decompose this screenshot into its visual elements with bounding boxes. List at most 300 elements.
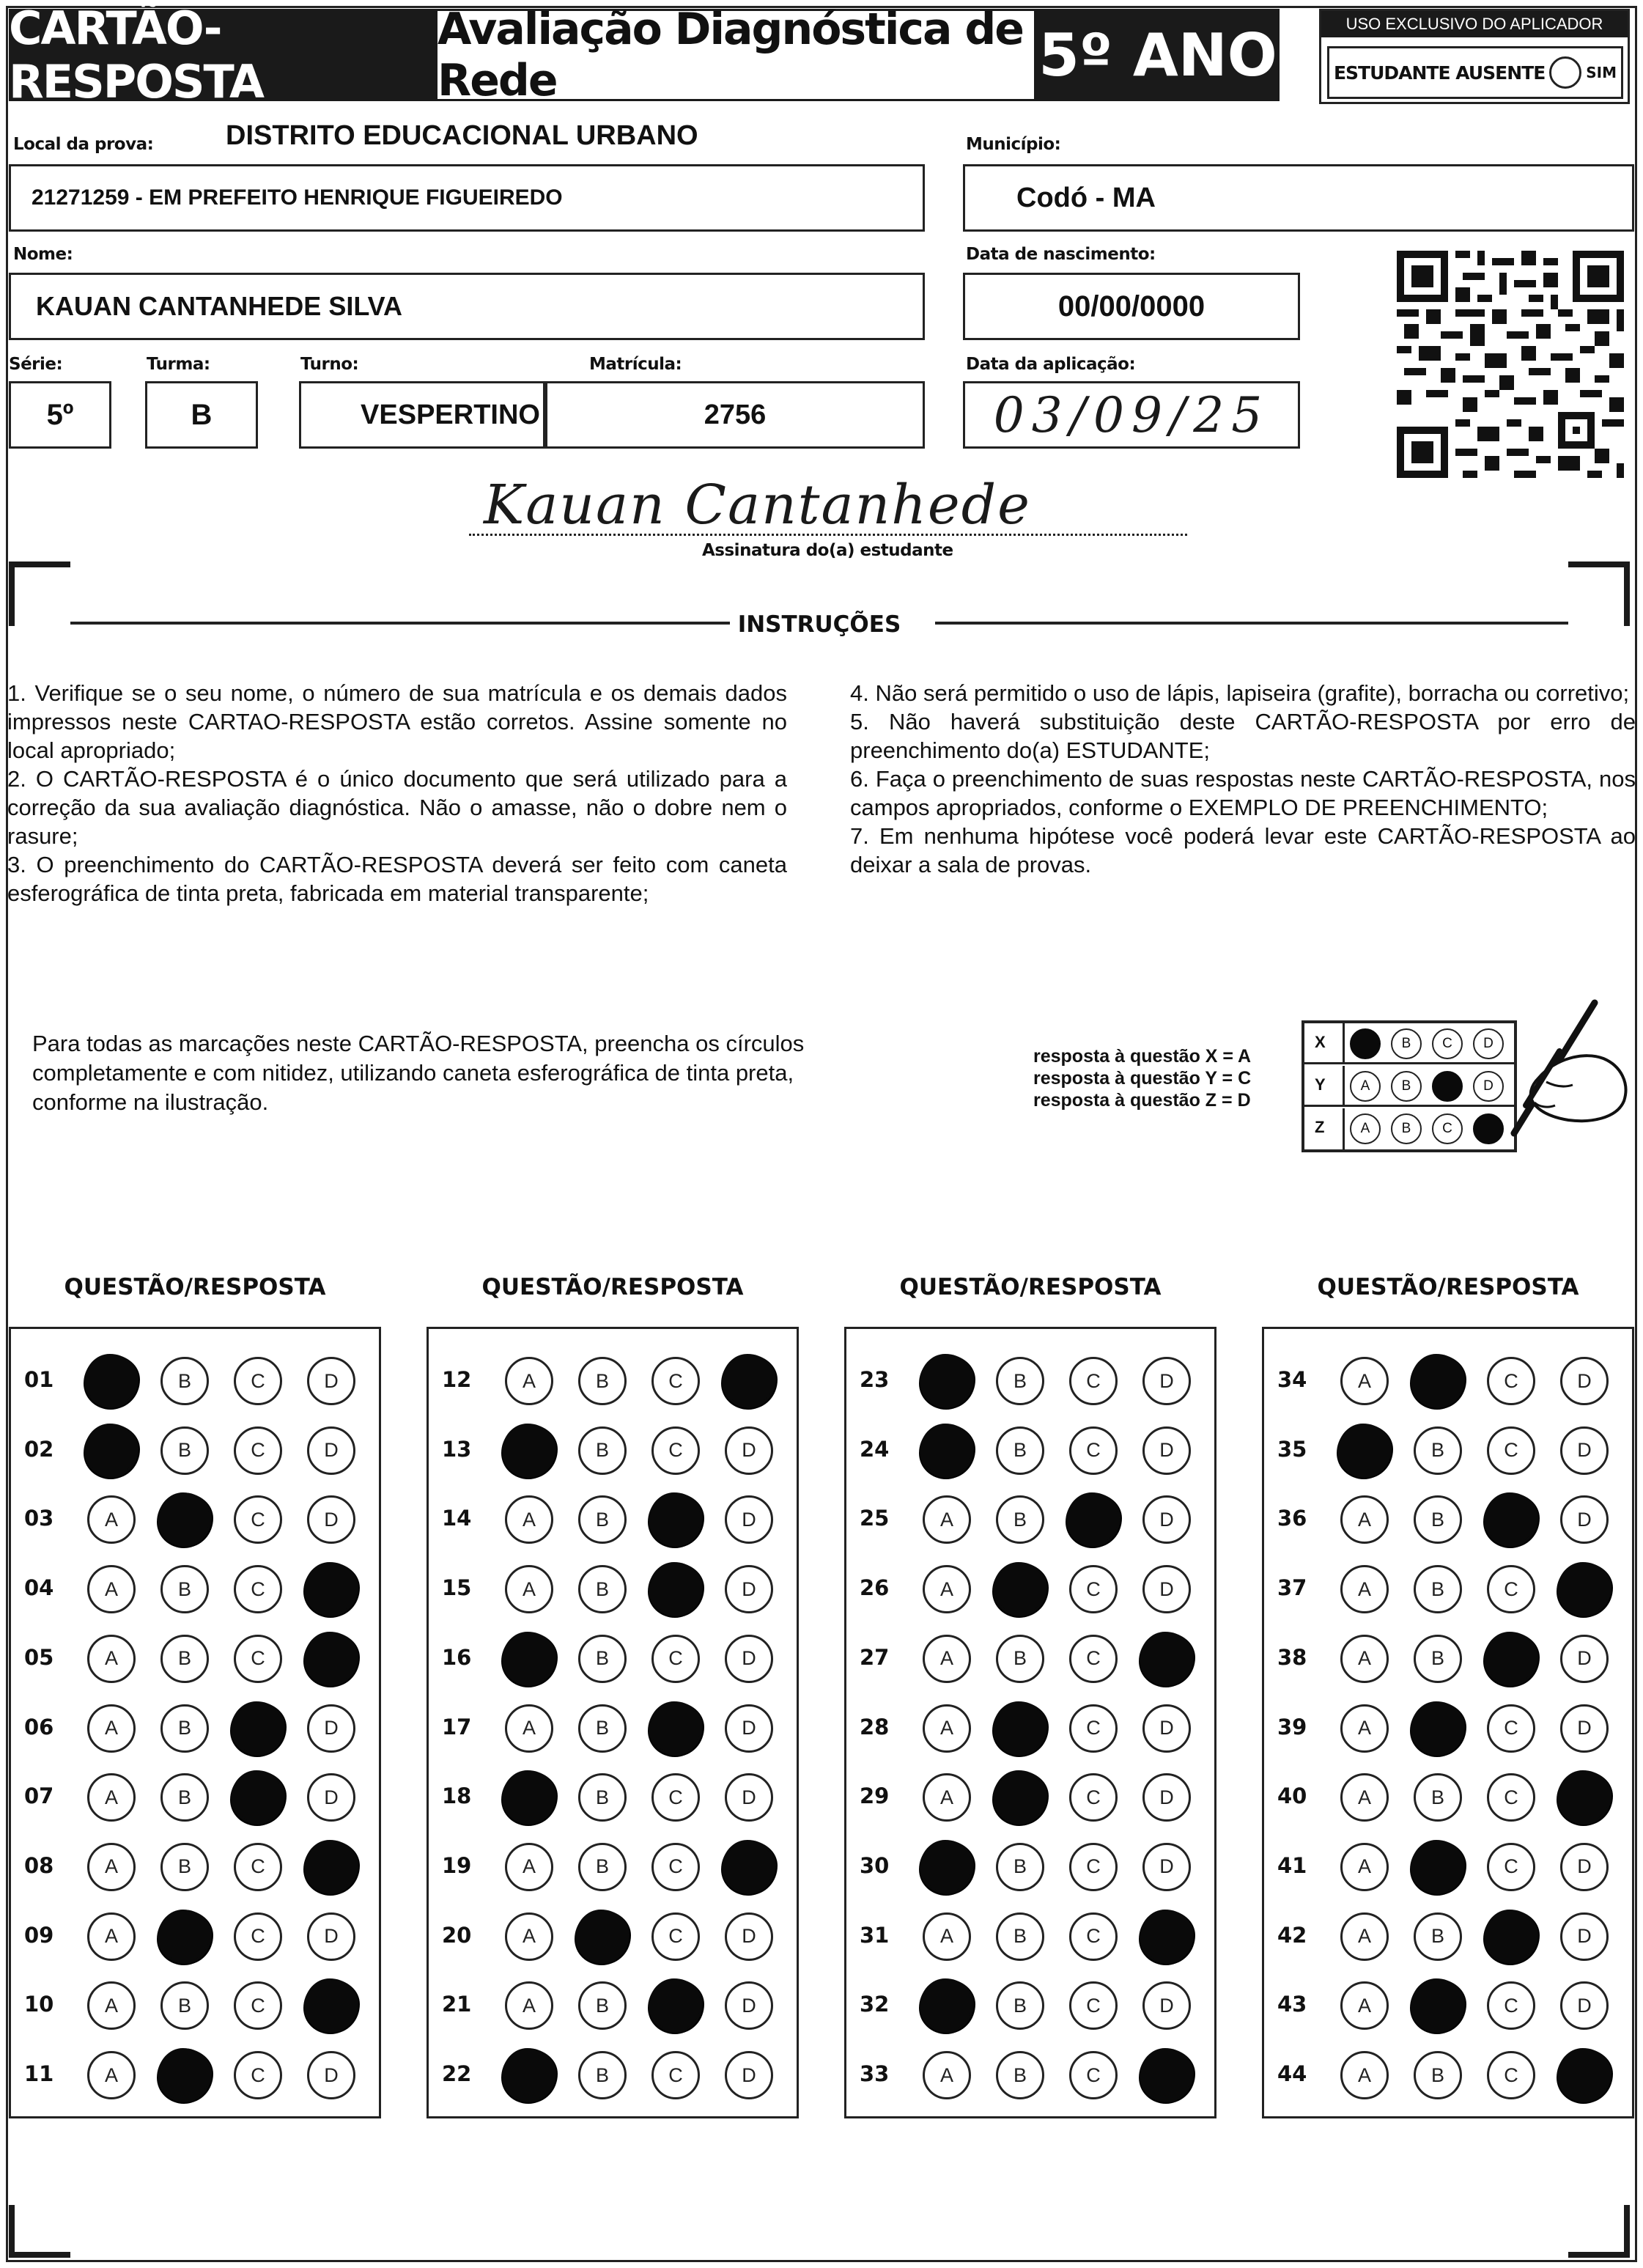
answer-bubble-a[interactable]: A: [87, 1704, 136, 1753]
answer-bubble-c[interactable]: C: [1069, 1912, 1118, 1961]
applicator-box: [1319, 9, 1630, 104]
question-number: 39: [1277, 1714, 1307, 1739]
answer-bubble-b[interactable]: B: [160, 1635, 209, 1683]
answer-bubble-b[interactable]: B: [578, 1426, 627, 1475]
answer-bubble-b[interactable]: [1411, 1701, 1465, 1756]
answer-bubble-c[interactable]: C: [651, 1426, 700, 1475]
answer-bubble-a[interactable]: A: [505, 1843, 553, 1891]
question-row: [1264, 1629, 1632, 1687]
answer-bubble-c[interactable]: C: [234, 1912, 282, 1961]
district-name: DISTRITO EDUCACIONAL URBANO: [226, 120, 698, 151]
instruction-5: 5. Não haverá substituição deste CARTÃO-RESPOSTA por erro de preenchimento do(a) ESTUDANTE;: [850, 709, 1636, 763]
answer-bubble-d[interactable]: D: [725, 1704, 773, 1753]
answer-bubble-c[interactable]: [649, 1562, 703, 1616]
question-number: 32: [860, 1992, 890, 2017]
column-header: QUESTÃO/RESPOSTA: [1317, 1274, 1579, 1300]
answer-bubble-d[interactable]: D: [307, 1357, 355, 1405]
answer-bubble-a[interactable]: [502, 1424, 556, 1478]
answer-bubble-a[interactable]: A: [87, 1843, 136, 1891]
question-number: 31: [860, 1922, 890, 1948]
answer-bubble-a[interactable]: A: [1340, 2051, 1389, 2099]
answer-bubble-a[interactable]: A: [505, 1565, 553, 1613]
question-row: [429, 1976, 797, 2034]
answer-bubble-d[interactable]: D: [725, 1981, 773, 2030]
municipio-value: Codó - MA: [1016, 182, 1156, 213]
answer-bubble-c[interactable]: C: [234, 1565, 282, 1613]
question-row: [429, 1837, 797, 1896]
answer-bubble-a[interactable]: [920, 1354, 974, 1408]
answer-bubble-b[interactable]: B: [160, 1357, 209, 1405]
answer-bubble-b[interactable]: [993, 1701, 1047, 1756]
answer-bubble-c[interactable]: C: [1487, 1981, 1535, 2030]
question-number: 10: [24, 1992, 54, 2017]
answer-bubble-a[interactable]: A: [505, 1357, 553, 1405]
answer-bubble-c[interactable]: C: [234, 1843, 282, 1891]
instruction-1: 1. Verifique se o seu nome, o número de sua matrícula e os demais dados impressos neste CARTAO-RESPOSTA estão corretos. Assine somente no local apropriado;: [7, 680, 787, 763]
column-header: QUESTÃO/RESPOSTA: [481, 1274, 744, 1300]
answer-bubble-c[interactable]: C: [651, 1357, 700, 1405]
answer-bubble-d[interactable]: D: [725, 1773, 773, 1822]
answer-bubble-a[interactable]: A: [1340, 1635, 1389, 1683]
answer-bubble-a[interactable]: A: [1340, 1981, 1389, 2030]
question-row: [846, 1351, 1214, 1410]
answer-bubble-d[interactable]: D: [725, 1495, 773, 1544]
aplicacao-field: [963, 381, 1300, 449]
answer-bubble-c[interactable]: C: [1487, 2051, 1535, 2099]
instructions-rule-left: [70, 622, 730, 625]
answer-bubble-b[interactable]: B: [996, 1981, 1044, 2030]
question-number: 24: [860, 1436, 890, 1462]
assinatura-label: Assinatura do(a) estudante: [702, 541, 953, 560]
answer-bubble-a[interactable]: [920, 1840, 974, 1894]
answer-bubble-c[interactable]: C: [1487, 1357, 1535, 1405]
column-header: QUESTÃO/RESPOSTA: [64, 1274, 326, 1300]
answer-bubble-c[interactable]: C: [234, 1426, 282, 1475]
answer-bubble-b[interactable]: B: [996, 1357, 1044, 1405]
answer-bubble-b[interactable]: B: [1414, 1773, 1462, 1822]
answer-bubble-c[interactable]: [649, 1978, 703, 2033]
question-row: [429, 2045, 797, 2104]
nascimento-label: Data de nascimento:: [966, 245, 1156, 264]
answer-bubble-b[interactable]: B: [996, 1843, 1044, 1891]
question-row: [1264, 1421, 1632, 1479]
answer-bubble-b[interactable]: B: [1414, 2051, 1462, 2099]
absent-checkbox[interactable]: [1549, 56, 1581, 89]
answer-column: [1262, 1327, 1634, 2118]
answer-bubble-a[interactable]: A: [923, 1495, 971, 1544]
answer-bubble-d[interactable]: D: [307, 1912, 355, 1961]
answer-bubble-b[interactable]: [575, 1910, 629, 1964]
answer-bubble-b[interactable]: [993, 1562, 1047, 1616]
question-row: [1264, 1351, 1632, 1410]
answer-bubble-d[interactable]: [1557, 1562, 1611, 1616]
answer-bubble-c[interactable]: C: [234, 2051, 282, 2099]
answer-bubble-c[interactable]: C: [651, 1843, 700, 1891]
answer-bubble-d[interactable]: D: [725, 1426, 773, 1475]
answer-bubble-d[interactable]: D: [1560, 1635, 1609, 1683]
answer-bubble-b[interactable]: [1411, 1354, 1465, 1408]
answer-bubble-d[interactable]: D: [725, 1635, 773, 1683]
answer-bubble-c[interactable]: C: [651, 1912, 700, 1961]
answer-bubble-d[interactable]: D: [1560, 1704, 1609, 1753]
answer-bubble-a[interactable]: A: [505, 1704, 553, 1753]
serie-label: Série:: [9, 355, 63, 374]
example-bubble-c: [1432, 1071, 1463, 1102]
answer-bubble-b[interactable]: B: [578, 2051, 627, 2099]
answer-bubble-c[interactable]: [649, 1492, 703, 1547]
answer-bubble-d[interactable]: D: [307, 2051, 355, 2099]
question-number: 33: [860, 2061, 890, 2086]
example-legend: [1033, 1045, 1251, 1111]
example-row-label: Z: [1315, 1118, 1325, 1136]
question-row: [11, 1490, 379, 1548]
corner-mark-bottom-right: [1568, 2205, 1630, 2258]
example-row-label: X: [1315, 1033, 1326, 1051]
answer-bubble-d[interactable]: D: [1560, 1357, 1609, 1405]
question-number: 20: [442, 1922, 472, 1948]
instruction-7: 7. Em nenhuma hipótese você poderá levar este CARTÃO-RESPOSTA ao deixar a sala de provas.: [850, 823, 1636, 877]
question-number: 17: [442, 1714, 472, 1739]
answer-bubble-c[interactable]: C: [1069, 1843, 1118, 1891]
answer-bubble-c[interactable]: C: [234, 1495, 282, 1544]
matricula-label: Matrícula:: [589, 355, 682, 374]
question-row: [1264, 2045, 1632, 2104]
instructions-left: [7, 679, 787, 907]
answer-bubble-a[interactable]: [502, 2048, 556, 2102]
question-row: [1264, 1559, 1632, 1618]
answer-bubble-c[interactable]: [231, 1770, 285, 1825]
answer-bubble-b[interactable]: B: [160, 1565, 209, 1613]
school-value: 21271259 - EM PREFEITO HENRIQUE FIGUEIREDO: [32, 185, 563, 210]
answer-bubble-a[interactable]: A: [1340, 1357, 1389, 1405]
answer-column: [9, 1327, 381, 2118]
answer-bubble-b[interactable]: B: [1414, 1426, 1462, 1475]
nome-label: Nome:: [13, 245, 73, 264]
serie-value: 5º: [46, 398, 74, 431]
answer-bubble-b[interactable]: B: [578, 1357, 627, 1405]
question-row: [1264, 1490, 1632, 1548]
answer-bubble-d[interactable]: D: [1560, 1426, 1609, 1475]
question-row: [429, 1421, 797, 1479]
answer-bubble-c[interactable]: C: [234, 1635, 282, 1683]
answer-bubble-a[interactable]: A: [923, 1704, 971, 1753]
absent-label: ESTUDANTE AUSENTE: [1333, 62, 1546, 84]
turno-field: [299, 381, 545, 449]
answer-bubble-a[interactable]: A: [87, 1773, 136, 1822]
answer-bubble-d[interactable]: D: [307, 1495, 355, 1544]
answer-bubble-d[interactable]: D: [1560, 1495, 1609, 1544]
answer-bubble-c[interactable]: C: [1069, 2051, 1118, 2099]
answer-bubble-a[interactable]: A: [87, 1912, 136, 1961]
turno-value: VESPERTINO: [361, 399, 540, 430]
question-number: 41: [1277, 1852, 1307, 1878]
answer-bubble-b[interactable]: B: [578, 1704, 627, 1753]
answer-bubble-a[interactable]: A: [1340, 1565, 1389, 1613]
question-row: [429, 1698, 797, 1757]
question-row: [11, 1907, 379, 1965]
corner-mark-bottom-left: [9, 2205, 70, 2258]
answer-bubble-b[interactable]: B: [578, 1495, 627, 1544]
answer-bubble-c[interactable]: C: [1069, 1981, 1118, 2030]
answer-bubble-a[interactable]: A: [87, 1981, 136, 2030]
answer-bubble-c[interactable]: C: [1069, 1704, 1118, 1753]
answer-bubble-c[interactable]: C: [1487, 1843, 1535, 1891]
answer-bubble-b[interactable]: B: [160, 1773, 209, 1822]
instruction-3: 3. O preenchimento do CARTÃO-RESPOSTA deverá ser feito com caneta esferográfica de tinta preta, fabricada em material transparente;: [7, 852, 787, 906]
nascimento-field: [963, 273, 1300, 340]
question-number: 30: [860, 1852, 890, 1878]
question-number: 26: [860, 1575, 890, 1601]
question-number: 38: [1277, 1644, 1307, 1670]
example-row: [1304, 1023, 1514, 1064]
question-row: [1264, 1698, 1632, 1757]
question-row: [11, 1767, 379, 1826]
answer-bubble-b[interactable]: B: [996, 1495, 1044, 1544]
answer-bubble-b[interactable]: B: [578, 1773, 627, 1822]
answer-bubble-c[interactable]: C: [234, 1981, 282, 2030]
answer-bubble-b[interactable]: B: [996, 1635, 1044, 1683]
answer-bubble-c[interactable]: C: [1069, 1773, 1118, 1822]
answer-bubble-c[interactable]: C: [1487, 1773, 1535, 1822]
nome-field: [9, 273, 925, 340]
question-number: 18: [442, 1783, 472, 1809]
answer-bubble-c[interactable]: [1066, 1492, 1120, 1547]
question-row: [11, 1421, 379, 1479]
answer-bubble-a[interactable]: A: [923, 1912, 971, 1961]
question-number: 06: [24, 1714, 54, 1739]
answer-bubble-b[interactable]: B: [578, 1981, 627, 2030]
answer-bubble-d[interactable]: D: [307, 1704, 355, 1753]
example-row-divider: [1343, 1023, 1345, 1062]
example-bubble-a: [1350, 1028, 1381, 1059]
answer-bubble-b[interactable]: B: [160, 1426, 209, 1475]
answer-bubble-b[interactable]: B: [996, 1912, 1044, 1961]
question-number: 13: [442, 1436, 472, 1462]
question-number: 03: [24, 1506, 54, 1531]
question-row: [11, 1559, 379, 1618]
answer-bubble-a[interactable]: A: [505, 1495, 553, 1544]
answer-bubble-a[interactable]: A: [87, 1495, 136, 1544]
question-row: [846, 1976, 1214, 2034]
answer-bubble-b[interactable]: B: [578, 1635, 627, 1683]
question-row: [1264, 1976, 1632, 2034]
answer-bubble-d[interactable]: D: [1142, 1981, 1191, 2030]
municipio-field: [963, 164, 1634, 232]
signature: Kauan Cantanhede: [484, 474, 1031, 537]
question-row: [429, 1629, 797, 1687]
answer-bubble-c[interactable]: C: [1069, 1426, 1118, 1475]
answer-bubble-d[interactable]: D: [1142, 1426, 1191, 1475]
example-row-label: Y: [1315, 1075, 1326, 1094]
question-number: 40: [1277, 1783, 1307, 1809]
question-number: 19: [442, 1852, 472, 1878]
matricula-value: 2756: [704, 399, 767, 430]
question-row: [429, 1767, 797, 1826]
answer-bubble-a[interactable]: A: [87, 2051, 136, 2099]
answer-bubble-a[interactable]: A: [923, 1635, 971, 1683]
example-bubble-c: C: [1432, 1113, 1463, 1144]
question-number: 14: [442, 1506, 472, 1531]
question-number: 43: [1277, 1992, 1307, 2017]
example-legend-z: resposta à questão Z = D: [1033, 1090, 1251, 1111]
example-bubble-b: B: [1391, 1113, 1422, 1144]
answer-bubble-a[interactable]: A: [923, 1565, 971, 1613]
question-number: 07: [24, 1783, 54, 1809]
question-row: [846, 1837, 1214, 1896]
answer-bubble-b[interactable]: B: [996, 1426, 1044, 1475]
answer-column: [427, 1327, 799, 2118]
answer-bubble-a[interactable]: A: [87, 1635, 136, 1683]
answer-bubble-b[interactable]: B: [1414, 1912, 1462, 1961]
answer-bubble-c[interactable]: C: [1487, 1426, 1535, 1475]
answer-column: [844, 1327, 1216, 2118]
answer-bubble-c[interactable]: C: [651, 1635, 700, 1683]
question-number: 23: [860, 1367, 890, 1392]
answer-bubble-d[interactable]: D: [1142, 1704, 1191, 1753]
answer-bubble-d[interactable]: D: [1560, 1981, 1609, 2030]
turno-label: Turno:: [300, 355, 359, 374]
answer-bubble-d[interactable]: D: [725, 1565, 773, 1613]
grade-badge: 5º ANO: [1036, 9, 1280, 101]
local-label: Local da prova:: [13, 135, 154, 154]
answer-bubble-d[interactable]: [1140, 1910, 1194, 1964]
answer-bubble-a[interactable]: A: [505, 1981, 553, 2030]
answer-bubble-d[interactable]: D: [1142, 1773, 1191, 1822]
answer-bubble-b[interactable]: [993, 1770, 1047, 1825]
answer-bubble-c[interactable]: [1484, 1492, 1538, 1547]
question-number: 37: [1277, 1575, 1307, 1601]
question-row: [11, 1698, 379, 1757]
answer-bubble-b[interactable]: B: [578, 1843, 627, 1891]
answer-bubble-b[interactable]: [158, 1492, 212, 1547]
answer-bubble-c[interactable]: [1484, 1632, 1538, 1686]
question-row: [1264, 1837, 1632, 1896]
answer-bubble-d[interactable]: D: [1142, 1357, 1191, 1405]
corner-mark-top-left: [9, 562, 70, 626]
answer-bubble-c[interactable]: [649, 1701, 703, 1756]
answer-bubble-a[interactable]: A: [1340, 1843, 1389, 1891]
answer-bubble-b[interactable]: B: [996, 2051, 1044, 2099]
question-number: 36: [1277, 1506, 1307, 1531]
answer-bubble-d[interactable]: D: [1142, 1565, 1191, 1613]
question-row: [1264, 1767, 1632, 1826]
absent-yes-label: SIM: [1586, 64, 1617, 81]
answer-bubble-b[interactable]: B: [1414, 1495, 1462, 1544]
answer-bubble-a[interactable]: A: [87, 1565, 136, 1613]
answer-bubble-d[interactable]: [1140, 2048, 1194, 2102]
answer-bubble-d[interactable]: [1140, 1632, 1194, 1686]
answer-bubble-d[interactable]: [304, 1978, 358, 2033]
answer-bubble-b[interactable]: B: [578, 1565, 627, 1613]
turma-field: [145, 381, 258, 449]
answer-bubble-a[interactable]: A: [1340, 1773, 1389, 1822]
answer-bubble-b[interactable]: B: [160, 1843, 209, 1891]
answer-bubble-c[interactable]: C: [651, 2051, 700, 2099]
instructions-title: INSTRUÇÕES: [737, 611, 901, 638]
answer-bubble-b[interactable]: [1411, 1840, 1465, 1894]
answer-bubble-a[interactable]: A: [923, 1773, 971, 1822]
answer-bubble-c[interactable]: C: [651, 1773, 700, 1822]
example-bubble-a: A: [1350, 1071, 1381, 1102]
answer-bubble-d[interactable]: [1557, 2048, 1611, 2102]
answer-bubble-c[interactable]: C: [1487, 1565, 1535, 1613]
answer-bubble-d[interactable]: D: [307, 1426, 355, 1475]
answer-bubble-b[interactable]: B: [1414, 1635, 1462, 1683]
answer-bubble-a[interactable]: A: [505, 1912, 553, 1961]
answer-bubble-a[interactable]: [502, 1770, 556, 1825]
answer-bubble-a[interactable]: [920, 1978, 974, 2033]
answer-bubble-d[interactable]: D: [725, 1912, 773, 1961]
answer-bubble-c[interactable]: C: [1069, 1635, 1118, 1683]
answer-bubble-b[interactable]: B: [1414, 1565, 1462, 1613]
example-bubble-d: D: [1473, 1028, 1504, 1059]
answer-bubble-a[interactable]: [1337, 1424, 1392, 1478]
answer-bubble-a[interactable]: [920, 1424, 974, 1478]
question-row: [429, 1907, 797, 1965]
question-row: [11, 1351, 379, 1410]
question-row: [429, 1490, 797, 1548]
answer-bubble-d[interactable]: [722, 1354, 776, 1408]
answer-bubble-c[interactable]: C: [1487, 1704, 1535, 1753]
question-number: 01: [24, 1367, 54, 1392]
answer-bubble-d[interactable]: D: [1142, 1495, 1191, 1544]
answer-bubble-b[interactable]: [158, 2048, 212, 2102]
answer-bubble-a[interactable]: [502, 1632, 556, 1686]
question-number: 02: [24, 1436, 54, 1462]
answer-bubble-d[interactable]: [304, 1632, 358, 1686]
answer-bubble-a[interactable]: A: [923, 2051, 971, 2099]
example-legend-y: resposta à questão Y = C: [1033, 1068, 1252, 1089]
answer-bubble-d[interactable]: D: [307, 1773, 355, 1822]
question-number: 21: [442, 1992, 472, 2017]
question-row: [846, 2045, 1214, 2104]
question-row: [846, 1421, 1214, 1479]
answer-bubble-c[interactable]: C: [1069, 1357, 1118, 1405]
answer-bubble-d[interactable]: D: [725, 2051, 773, 2099]
answer-bubble-a[interactable]: A: [1340, 1495, 1389, 1544]
example-bubble-b: B: [1391, 1028, 1422, 1059]
question-number: 15: [442, 1575, 472, 1601]
answer-bubble-b[interactable]: [1411, 1978, 1465, 2033]
answer-bubble-a[interactable]: A: [1340, 1704, 1389, 1753]
answer-bubble-a[interactable]: [84, 1354, 139, 1408]
serie-field: [9, 381, 111, 449]
answer-bubble-c[interactable]: C: [1069, 1565, 1118, 1613]
answer-bubble-d[interactable]: D: [1142, 1843, 1191, 1891]
signature-line: [469, 534, 1187, 536]
answer-bubble-d[interactable]: [304, 1562, 358, 1616]
answer-bubble-d[interactable]: [1557, 1770, 1611, 1825]
answer-bubble-b[interactable]: [158, 1910, 212, 1964]
answer-bubble-d[interactable]: D: [1560, 1843, 1609, 1891]
school-field: [9, 164, 925, 232]
question-number: 05: [24, 1644, 54, 1670]
answer-bubble-c[interactable]: C: [234, 1357, 282, 1405]
turma-label: Turma:: [147, 355, 210, 374]
question-number: 09: [24, 1922, 54, 1948]
answer-bubble-a[interactable]: A: [1340, 1912, 1389, 1961]
example-row-divider: [1343, 1066, 1345, 1105]
answer-bubble-d[interactable]: D: [1560, 1912, 1609, 1961]
answer-bubble-c[interactable]: [1484, 1910, 1538, 1964]
answer-bubble-a[interactable]: [84, 1424, 139, 1478]
answer-bubble-c[interactable]: [231, 1701, 285, 1756]
answer-bubble-d[interactable]: [722, 1840, 776, 1894]
answer-bubble-d[interactable]: [304, 1840, 358, 1894]
aplicacao-value: 03/09/25: [993, 386, 1270, 443]
answer-bubble-b[interactable]: B: [160, 1704, 209, 1753]
answer-bubble-b[interactable]: B: [160, 1981, 209, 2030]
